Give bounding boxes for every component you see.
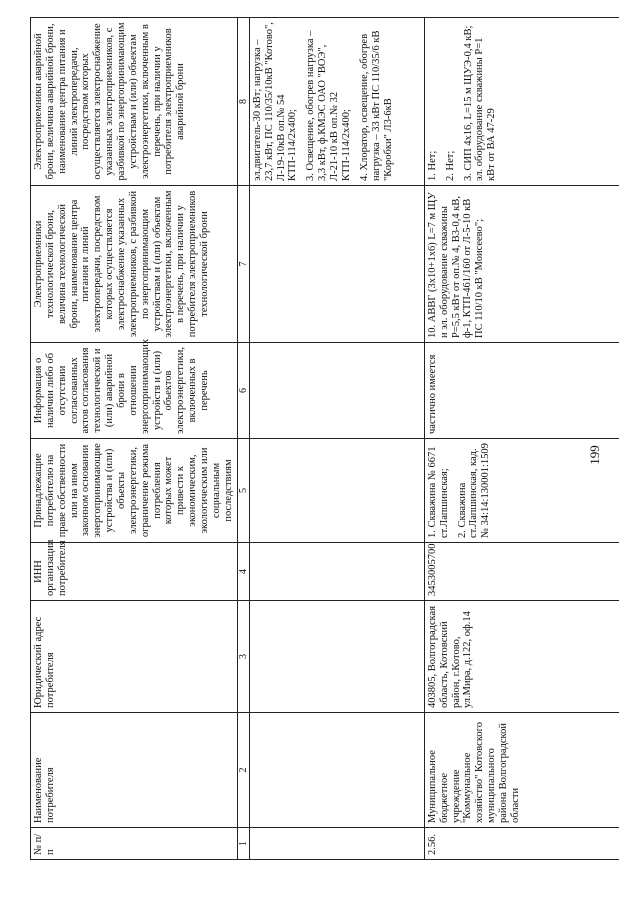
tech-bron-cell: 10. АВВГ (3х10+1х6) L=7 м ЩУ и эл. оборудование скважины Р=5,5 кВт от оп.№ 4, В3-0,4 кВ, ф-1, КТП-461/160 от Л-5-10 кВ ПС 110/10 кВ "Моисеево"; bbox=[424, 186, 619, 343]
consumer-inn: 3453005700 bbox=[424, 543, 619, 601]
table-row bbox=[424, 18, 619, 860]
header-tech-bron: Электроприемники технологической брони, величина технологической брони, наименование центра питания и линий электропередачи, посредством которых осуществляется электроснабжение указанных электроприемников, с разбивкой по энергопринимающим устройствам и (или) объектам электроэнергетики, включенным в перечень, при наличии у потребителя электроприемников технологической брони bbox=[31, 186, 238, 343]
acts-cell: частично имеется bbox=[424, 343, 619, 439]
column-number: 2 bbox=[237, 713, 249, 828]
header-num: № п/п bbox=[31, 828, 238, 860]
page-number: 199 bbox=[587, 445, 602, 465]
bron-item: эл.двигатель-30 кВт; нагрузка – 23,7 кВт, ПС 110/35/10кВ "Котово", Л-19-10кВ оп.№ 54 КТП-114/2х400; bbox=[251, 22, 299, 181]
column-number: 7 bbox=[237, 186, 249, 343]
bron-item: 1. Нет; bbox=[426, 150, 438, 181]
consumer-table bbox=[30, 17, 619, 860]
object-item: 1. Скважина № 6671 ст.Лапшинская; bbox=[426, 446, 450, 538]
bron-item: 4. Хлоратор, освещение, обогрев нагрузка – 33 кВт ПС 110/35/6 кВ "Коробки" Л3-6кВ bbox=[358, 30, 394, 181]
bron-item: 2. Нет; bbox=[444, 150, 456, 181]
objects-cell bbox=[424, 439, 619, 543]
header-inn: ИНН организации потребителя bbox=[31, 543, 238, 601]
header-name: Наименование потребителя bbox=[31, 713, 238, 828]
header-row bbox=[31, 18, 238, 860]
header-acts: Информация о наличии либо об отсутствии согласованных актов согласования технологической и (или) аварийной брони в отношении энергопринимающих устройств и (или) объектов электроэнергетики, включенных в перечень bbox=[31, 343, 238, 439]
avar-bron-cell bbox=[424, 18, 619, 186]
row-number: 2.56. bbox=[424, 828, 619, 860]
bron-item: эл. оборудование скважины Р=1 кВт от ВА 47-29 bbox=[474, 37, 498, 181]
consumer-name: Муниципальное бюджетное учреждение "Коммунальное хозяйство" Котовского муниципального района Волгоградской области bbox=[424, 713, 619, 828]
header-address: Юридический адрес потребителя bbox=[31, 601, 238, 713]
column-number: 8 bbox=[237, 18, 249, 186]
header-objects: Принадлежащие потребителю на праве собственности или на ином законном основании энергопринимающие устройства и (или) объекты электроэнергетики, ограничение режима потребления которых может привести к экономическим, экологическим или социальным последствиям bbox=[31, 439, 238, 543]
bron-item: 3. СИП 4х16, L=15 м ЩУЭ-0,4 кВ; bbox=[462, 25, 474, 181]
column-number: 6 bbox=[237, 343, 249, 439]
consumer-address: 403805, Волгоградская область, Котовский район, г.Котово, ул.Мира, д.122, оф.14 bbox=[424, 601, 619, 713]
column-number: 1 bbox=[237, 828, 249, 860]
column-number: 4 bbox=[237, 543, 249, 601]
object-item: 2. Скважина ст.Лапшинская, кад. № 34:14:130001:1509 bbox=[456, 443, 492, 538]
header-avar-bron: Электроприемники аварийной брони, величина аварийной брони, наименование центра питания и линий электропередачи, посредством которых осуществляется электроснабжение указанных электроприемников, с разбивкой по энергопринимающим устройствам и (или) объектам электроэнергетики, включенным в перечень, при наличии у потребителя электроприемников аварийной брони bbox=[31, 18, 238, 186]
bron-item: 3. Освещение, обогрев нагрузка – 3,3 кВт, ф.КМЭС ОАО "ВОЭ", Л-21-10 кВ оп.№ 32 КТП-114/2х400; bbox=[305, 30, 352, 181]
continuation-row bbox=[249, 18, 424, 860]
continuation-cell bbox=[249, 18, 424, 186]
column-number: 3 bbox=[237, 601, 249, 713]
column-number-row bbox=[237, 18, 249, 860]
column-number: 5 bbox=[237, 439, 249, 543]
